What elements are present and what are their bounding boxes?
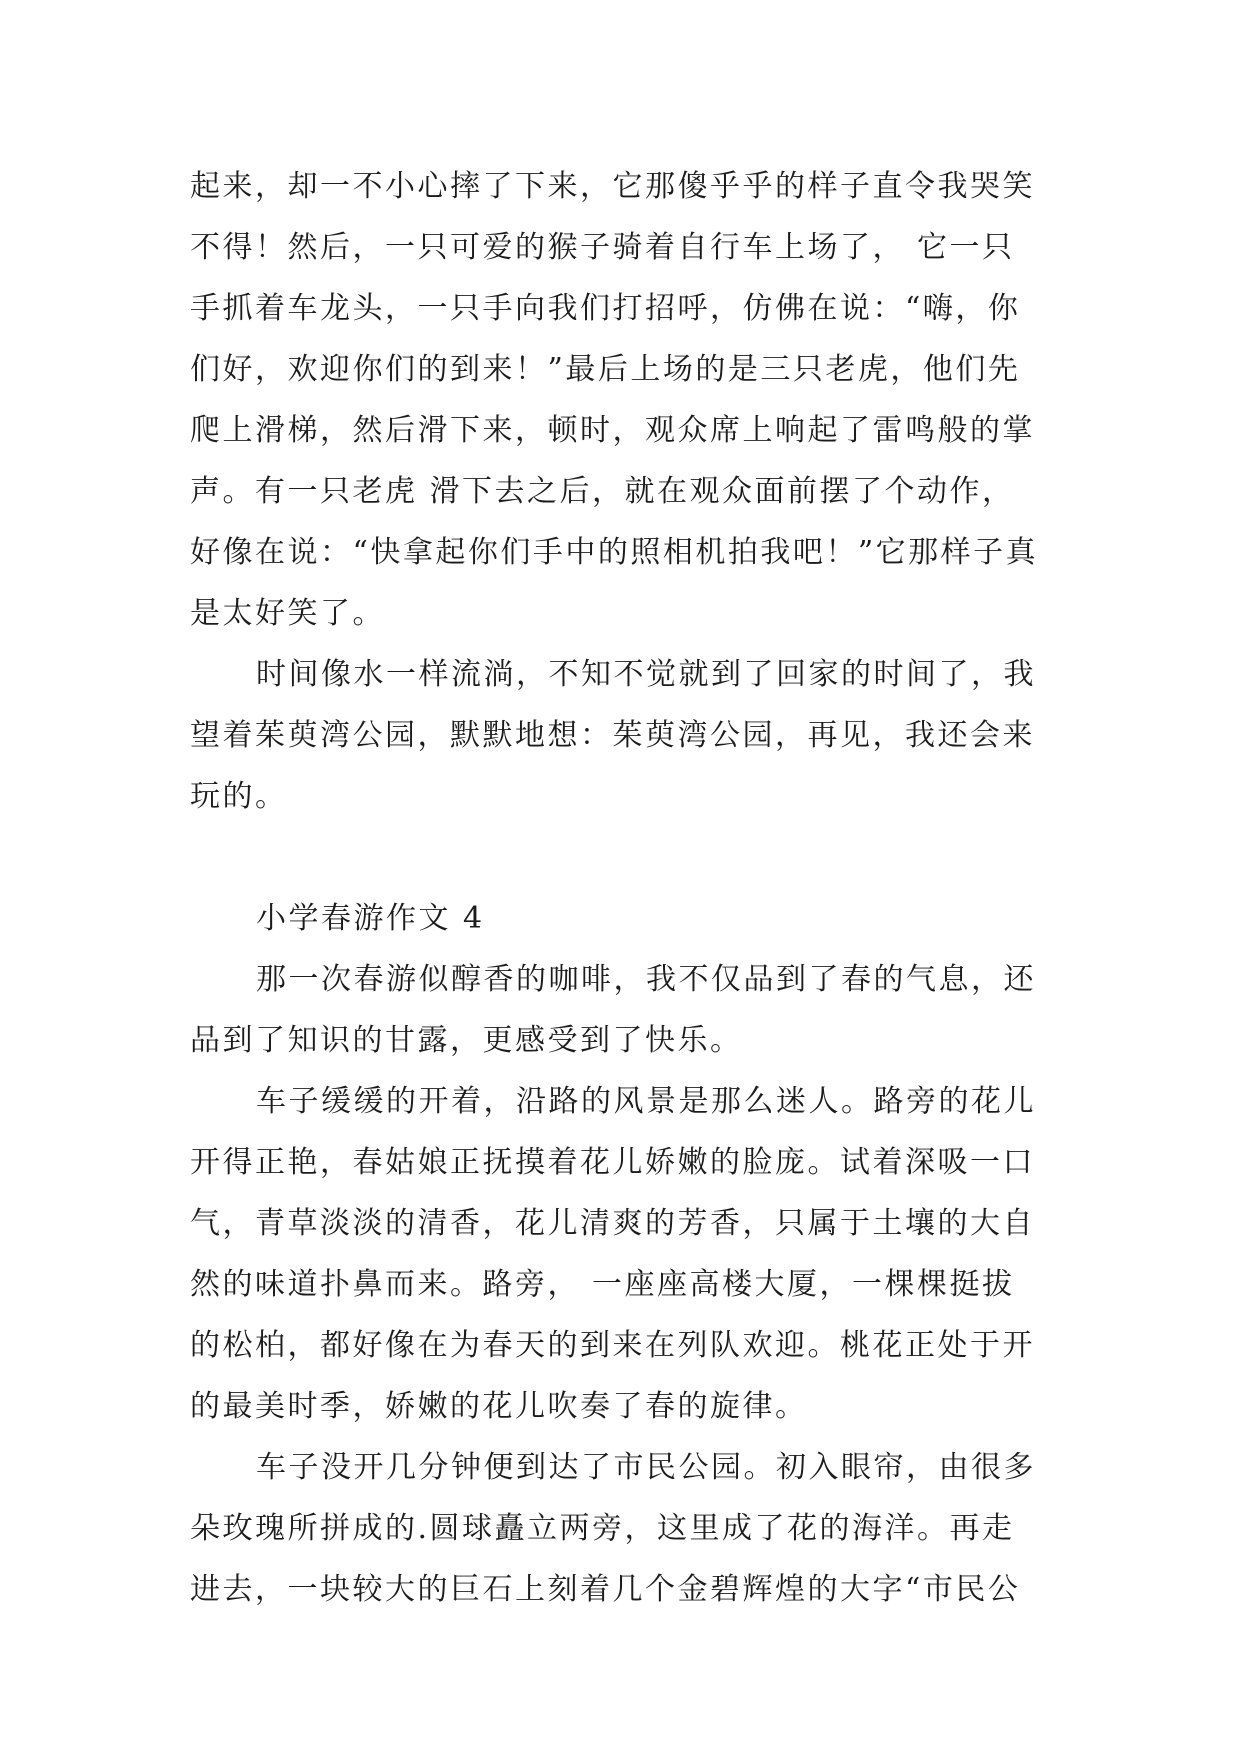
- text-line: 不得！然后，一只可爱的猴子骑着自行车上场了， 它一只: [190, 230, 1015, 265]
- text-line: 然的味道扑鼻而来。路旁， 一座座高楼大厦，一棵棵挺拔: [190, 1267, 1015, 1302]
- text-line: 玩的。: [190, 779, 288, 814]
- text-line: 的松柏，都好像在为春天的到来在列队欢迎。桃花正处于开: [190, 1328, 1035, 1363]
- text-line: 们好，欢迎你们的到来！”最后上场的是三只老虎，他们先: [190, 352, 1021, 387]
- text-line: 好像在说：“快拿起你们手中的照相机拍我吧！”它那样子真: [190, 535, 1039, 570]
- text-line: 爬上滑梯，然后滑下来，顿时，观众席上响起了雷鸣般的掌: [190, 413, 1035, 448]
- text-line: 开得正艳，春姑娘正抚摸着花儿娇嫩的脸庞。试着深吸一口: [190, 1145, 1035, 1180]
- text-line: 气，青草淡淡的清香，花儿清爽的芳香，只属于土壤的大自: [190, 1206, 1035, 1241]
- text-line: 朵玫瑰所拼成的.圆球矗立两旁，这里成了花的海洋。再走: [190, 1511, 1015, 1546]
- text-line: 望着茱萸湾公园，默默地想：茱萸湾公园，再见，我还会来: [190, 718, 1035, 753]
- paragraph-start-line: 车子没开几分钟便到达了市民公园。初入眼帘，由很多: [256, 1450, 1036, 1485]
- blank-line: [190, 827, 1052, 888]
- text-line: 进去，一块较大的巨石上刻着几个金碧辉煌的大字“市民公: [190, 1572, 1021, 1607]
- paragraph-start-line: 时间像水一样流淌，不知不觉就到了回家的时间了，我: [256, 657, 1036, 692]
- text-line: 的最美时季，娇嫩的花儿吹奏了春的旋律。: [190, 1389, 808, 1424]
- text-line: 手抓着车龙头，一只手向我们打招呼，仿佛在说：“嗨，你: [190, 291, 1021, 326]
- document-body: [190, 156, 1052, 1620]
- text-line: 声。有一只老虎 滑下去之后，就在观众面前摆了个动作，: [190, 474, 1015, 509]
- text-line: 是太好笑了。: [190, 596, 385, 631]
- section-heading: 小学春游作文 4: [256, 901, 485, 936]
- text-line: 起来，却一不小心摔了下来，它那傻乎乎的样子直令我哭笑: [190, 169, 1035, 204]
- text-line: 品到了知识的甘露，更感受到了快乐。: [190, 1023, 743, 1058]
- paragraph-start-line: 车子缓缓的开着，沿路的风景是那么迷人。路旁的花儿: [256, 1084, 1036, 1119]
- paragraph-start-line: 那一次春游似醇香的咖啡，我不仅品到了春的气息，还: [256, 962, 1036, 997]
